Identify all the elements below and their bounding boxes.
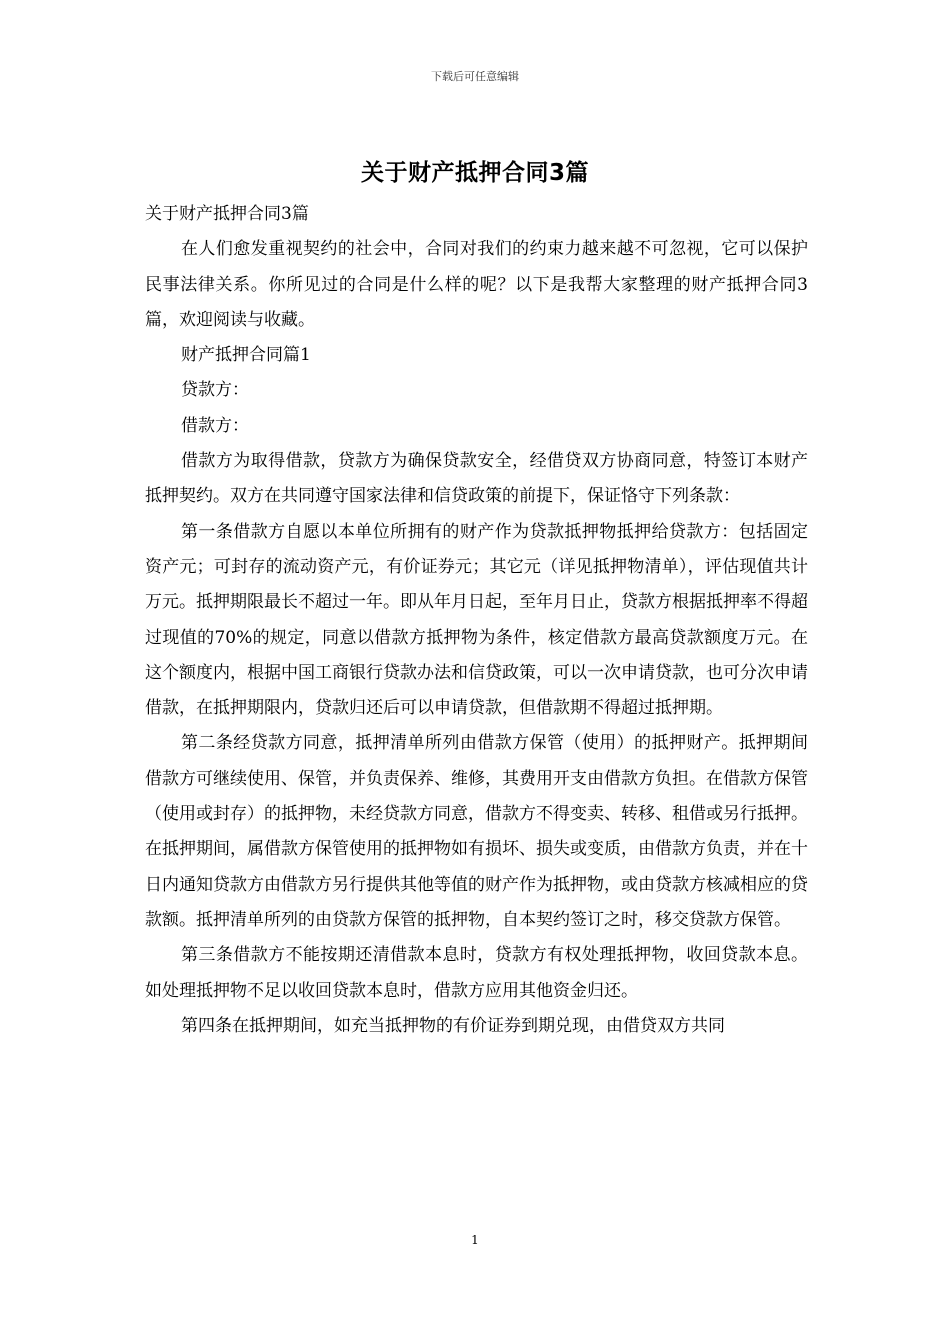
paragraph-article-2: 第二条经贷款方同意，抵押清单所列由借款方保管（使用）的抵押财产。抵押期间借款方可继续使用、保管，并负责保养、维修，其费用开支由借款方负担。在借款方保管（使用或封存）的抵押物，未经贷款方同意，借款方不得变卖、转移、租借或另行抵押。在抵押期间，属借款方保管使用的抵押物如有损坏、损失或变质，由借款方负责，并在十日内通知贷款方由借款方另行提供其他等值的财产作为抵押物，或由贷款方核减相应的贷款额。抵押清单所列的由贷款方保管的抵押物，自本契约签订之时，移交贷款方保管。 [145,733,808,930]
page-number: 1 [471,1233,479,1247]
header-note: 下载后可任意编辑 [431,70,519,83]
section-heading: 财产抵押合同篇1 [181,345,311,366]
paragraph-intro: 在人们愈发重视契约的社会中，合同对我们的约束力越来越不可忽视，它可以保护民事法律关系。你所见过的合同是什么样的呢？以下是我帮大家整理的财产抵押合同3篇，欢迎阅读与收藏。 [145,239,808,330]
subtitle-line: 关于财产抵押合同3篇 [145,204,309,224]
lender-line: 贷款方： [181,380,249,401]
paragraph-article-1: 第一条借款方自愿以本单位所拥有的财产作为贷款抵押物抵押给贷款方：包括固定资产元；可封存的流动资产元，有价证券元；其它元（详见抵押物清单），评估现值共计万元。抵押期限最长不超过一年。即从年月日起，至年月日止，贷款方根据抵押率不得超过现值的70%的规定，同意以借款方抵押物为条件，核定借款方最高贷款额度万元。在这个额度内，根据中国工商银行贷款办法和信贷政策，可以一次申请贷款，也可分次申请借款，在抵押期限内，贷款归还后可以申请贷款，但借款期不得超过抵押期。 [145,521,808,719]
document-title: 关于财产抵押合同3篇 [360,160,589,186]
borrower-line: 借款方： [181,415,249,436]
document-body [145,197,808,1044]
paragraph-preamble: 借款方为取得借款，贷款方为确保贷款安全，经借贷双方协商同意，特签订本财产抵押契约。双方在共同遵守国家法律和信贷政策的前提下，保证恪守下列条款： [145,451,808,507]
paragraph-article-3: 第三条借款方不能按期还清借款本息时，贷款方有权处理抵押物，收回贷款本息。如处理抵押物不足以收回贷款本息时，借款方应用其他资金归还。 [145,945,808,1001]
paragraph-article-4: 第四条在抵押期间，如充当抵押物的有价证券到期兑现，由借贷双方共同 [181,1015,725,1036]
